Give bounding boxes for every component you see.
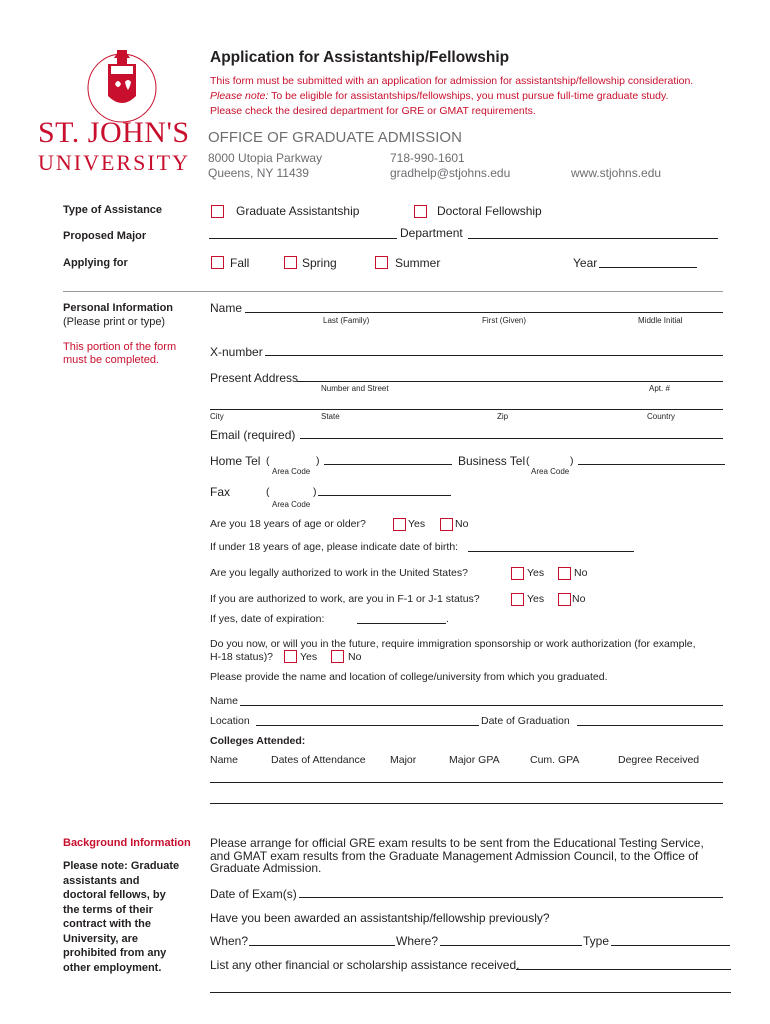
graduation-date-label: Date of Graduation bbox=[481, 715, 570, 727]
type-of-assistance-label: Type of Assistance bbox=[63, 204, 163, 216]
university-seal-icon bbox=[82, 44, 162, 124]
office-phone: 718-990-1601 bbox=[390, 151, 465, 165]
sponsorship-no-label: No bbox=[348, 651, 362, 663]
required-note-1: This portion of the form bbox=[63, 341, 177, 353]
work-no-label: No bbox=[574, 567, 588, 579]
type-label: Type bbox=[583, 934, 610, 948]
office-website: www.stjohns.edu bbox=[571, 166, 662, 180]
logo-name-line1: ST. JOHN'S bbox=[38, 116, 190, 149]
spring-checkbox[interactable] bbox=[284, 256, 297, 269]
f1-yes-label: Yes bbox=[527, 593, 545, 605]
summer-checkbox[interactable] bbox=[375, 256, 388, 269]
personal-information-label: Personal Information bbox=[63, 302, 174, 314]
work-yes-label: Yes bbox=[527, 567, 545, 579]
home-tel-label: Home Tel bbox=[210, 454, 261, 468]
summer-label: Summer bbox=[395, 256, 441, 270]
college-intro: Please provide the name and location of college/university from which you graduated. bbox=[210, 671, 608, 683]
age-question: Are you 18 years of age or older? bbox=[210, 518, 366, 530]
business-tel-paren-close: ) bbox=[570, 455, 574, 467]
office-address-2: Queens, NY 11439 bbox=[208, 166, 309, 180]
when-field[interactable] bbox=[249, 945, 395, 946]
graduation-date-field[interactable] bbox=[577, 725, 723, 726]
colleges-attended-label: Colleges Attended: bbox=[210, 735, 306, 747]
sponsorship-yes-checkbox[interactable] bbox=[284, 650, 297, 663]
present-address-label: Present Address bbox=[210, 371, 299, 385]
business-tel-paren-open: ( bbox=[526, 455, 530, 467]
header-note-1: This form must be submitted with an application for admission for assistantship/fellowship consideration. bbox=[210, 75, 694, 87]
f1-j1-question: If you are authorized to work, are you in F-1 or J-1 status? bbox=[210, 593, 480, 605]
doctoral-fellowship-checkbox[interactable] bbox=[414, 205, 427, 218]
home-tel-area-code-caption: Area Code bbox=[272, 467, 311, 476]
background-information-label: Background Information bbox=[63, 837, 191, 849]
xnumber-field[interactable] bbox=[265, 355, 723, 356]
col-header-dates: Dates of Attendance bbox=[271, 754, 366, 766]
exam-date-label: Date of Exam(s) bbox=[210, 887, 297, 901]
graduate-assistantship-label: Graduate Assistantship bbox=[236, 204, 360, 218]
college-name-field[interactable] bbox=[240, 705, 723, 706]
col-header-name: Name bbox=[210, 754, 239, 766]
fax-field[interactable] bbox=[318, 495, 451, 496]
fall-label: Fall bbox=[230, 256, 250, 270]
colleges-attended-row-2[interactable] bbox=[210, 803, 723, 804]
state-caption: State bbox=[321, 412, 340, 421]
name-field[interactable] bbox=[245, 312, 723, 313]
work-no-checkbox[interactable] bbox=[558, 567, 571, 580]
name-first-caption: First (Given) bbox=[482, 316, 526, 325]
applying-for-label: Applying for bbox=[63, 257, 128, 269]
awarded-question: Have you been awarded an assistantship/fellowship previously? bbox=[210, 911, 550, 925]
sponsorship-yes-label: Yes bbox=[300, 651, 318, 663]
work-yes-checkbox[interactable] bbox=[511, 567, 524, 580]
spring-label: Spring bbox=[302, 256, 337, 270]
sponsorship-question-line2: H-18 status)? bbox=[210, 651, 274, 663]
home-tel-paren-open: ( bbox=[266, 455, 270, 467]
background-employment-note: Please note: Graduate assistants and doctoral fellows, by the terms of their contract with the University, are prohibited from any other employment. bbox=[63, 860, 180, 974]
office-title: OFFICE OF GRADUATE ADMISSION bbox=[208, 129, 462, 146]
country-caption: Country bbox=[647, 412, 676, 421]
expiration-period: . bbox=[446, 613, 449, 625]
type-field[interactable] bbox=[611, 945, 730, 946]
personal-information-sub: (Please print or type) bbox=[63, 316, 166, 328]
fax-paren-open: ( bbox=[266, 486, 270, 498]
city-state-zip-field[interactable] bbox=[210, 409, 723, 410]
age-yes-label: Yes bbox=[408, 518, 426, 530]
fall-checkbox[interactable] bbox=[211, 256, 224, 269]
expiration-question: If yes, date of expiration: bbox=[210, 613, 325, 625]
where-field[interactable] bbox=[440, 945, 582, 946]
age-yes-checkbox[interactable] bbox=[393, 518, 406, 531]
colleges-attended-row-1[interactable] bbox=[210, 782, 723, 783]
department-field[interactable] bbox=[468, 238, 718, 239]
department-label: Department bbox=[400, 226, 463, 240]
fax-paren-close: ) bbox=[313, 486, 317, 498]
header-note-2 bbox=[210, 90, 668, 102]
proposed-major-field[interactable] bbox=[209, 238, 397, 239]
fax-label: Fax bbox=[210, 485, 231, 499]
business-tel-label: Business Tel bbox=[458, 454, 526, 468]
doctoral-fellowship-label: Doctoral Fellowship bbox=[437, 204, 542, 218]
year-field[interactable] bbox=[599, 267, 697, 268]
age-no-label: No bbox=[455, 518, 469, 530]
business-tel-area-code-caption: Area Code bbox=[531, 467, 570, 476]
proposed-major-label: Proposed Major bbox=[63, 230, 147, 242]
other-aid-field[interactable] bbox=[516, 969, 731, 970]
date-of-birth-field[interactable] bbox=[468, 551, 634, 552]
zip-caption: Zip bbox=[497, 412, 509, 421]
f1-yes-checkbox[interactable] bbox=[511, 593, 524, 606]
required-note-2: must be completed. bbox=[63, 354, 159, 366]
xnumber-label: X-number bbox=[210, 345, 263, 359]
header-note-3: Please check the desired department for GRE or GMAT requirements. bbox=[210, 105, 536, 117]
age-no-checkbox[interactable] bbox=[440, 518, 453, 531]
college-location-field[interactable] bbox=[256, 725, 479, 726]
where-label: Where? bbox=[396, 934, 439, 948]
sponsorship-question-line1: Do you now, or will you in the future, require immigration sponsorship or work authorization (for example, bbox=[210, 638, 696, 650]
street-address-field[interactable] bbox=[297, 381, 723, 382]
col-header-major-gpa: Major GPA bbox=[449, 754, 500, 766]
other-aid-field-line-2[interactable] bbox=[210, 992, 731, 993]
email-field[interactable] bbox=[300, 438, 723, 439]
fax-area-code-caption: Area Code bbox=[272, 500, 311, 509]
when-label: When? bbox=[210, 934, 249, 948]
f1-no-label: No bbox=[572, 593, 586, 605]
header-note-2-label: Please note: bbox=[210, 90, 269, 102]
exam-date-field[interactable] bbox=[299, 897, 723, 898]
work-authorization-question: Are you legally authorized to work in the United States? bbox=[210, 567, 468, 579]
f1-no-checkbox[interactable] bbox=[558, 593, 571, 606]
col-header-major: Major bbox=[390, 754, 417, 766]
home-tel-paren-close: ) bbox=[316, 455, 320, 467]
col-header-degree: Degree Received bbox=[618, 754, 700, 766]
other-aid-label: List any other financial or scholarship assistance received. bbox=[210, 958, 520, 972]
apt-caption: Apt. # bbox=[649, 384, 670, 393]
header-note-2-text: To be eligible for assistantships/fellowships, you must pursue full-time graduate study. bbox=[268, 90, 669, 102]
college-location-label: Location bbox=[210, 715, 250, 727]
office-address-1: 8000 Utopia Parkway bbox=[208, 151, 323, 165]
city-caption: City bbox=[210, 412, 224, 421]
office-email: gradhelp@stjohns.edu bbox=[390, 166, 511, 180]
under-18-question: If under 18 years of age, please indicate date of birth: bbox=[210, 541, 459, 553]
col-header-cum-gpa: Cum. GPA bbox=[530, 754, 580, 766]
name-last-caption: Last (Family) bbox=[323, 316, 370, 325]
section-divider bbox=[63, 291, 723, 292]
logo-name-line2: UNIVERSITY bbox=[38, 150, 190, 175]
name-middle-caption: Middle Initial bbox=[638, 316, 683, 325]
business-tel-field[interactable] bbox=[578, 464, 725, 465]
name-label: Name bbox=[210, 301, 243, 315]
year-label: Year bbox=[573, 256, 598, 270]
sponsorship-no-checkbox[interactable] bbox=[331, 650, 344, 663]
college-name-label: Name bbox=[210, 695, 239, 707]
expiration-date-field[interactable] bbox=[357, 623, 446, 624]
street-caption: Number and Street bbox=[321, 384, 389, 393]
gre-gmat-instructions: Please arrange for official GRE exam results to be sent from the Educational Testing Service, and GMAT exam results from the Graduate Management Admission Council, to the Office of Graduate Admission. bbox=[210, 836, 704, 875]
graduate-assistantship-checkbox[interactable] bbox=[211, 205, 224, 218]
form-title: Application for Assistantship/Fellowship bbox=[210, 49, 510, 66]
email-label: Email (required) bbox=[210, 428, 296, 442]
home-tel-field[interactable] bbox=[324, 464, 452, 465]
